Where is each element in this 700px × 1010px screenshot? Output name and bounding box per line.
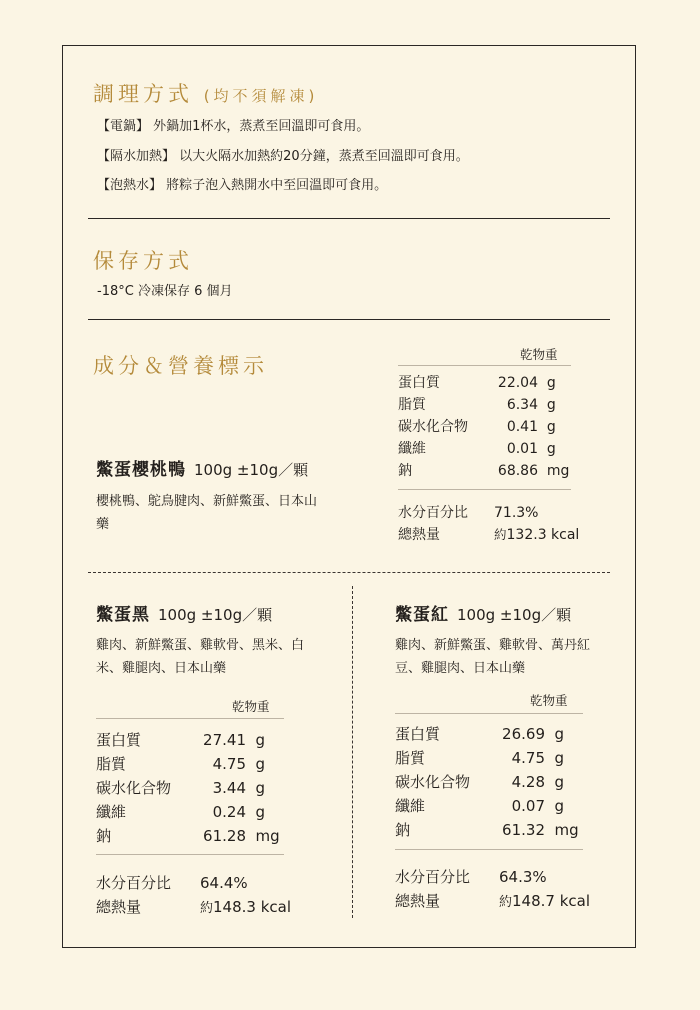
product-1-name: 鱉蛋櫻桃鴨 — [96, 460, 186, 480]
product-3-heading — [395, 600, 571, 625]
nutrient-row: 鈉 61.28 mg — [96, 827, 280, 845]
product-2-table — [96, 728, 280, 848]
nutrient-row: 脂質 4.75 g — [96, 755, 266, 773]
thin-rule — [398, 489, 571, 490]
product-1-spec: 100g ±10g／顆 — [194, 461, 309, 479]
nutrient-row: 纖維 0.24 g — [96, 803, 266, 821]
nutrient-row: 碳水化合物 4.28 g — [395, 773, 565, 791]
product-1-energy: 總熱量 約132.3 kcal — [398, 527, 580, 543]
product-1-heading — [96, 455, 308, 480]
cooking-line-3: 【泡熱水】 將粽子泡入熱開水中至回溫即可食用。 — [97, 178, 388, 193]
nutrient-row: 碳水化合物 0.41 g — [398, 419, 556, 435]
product-1-dry-weight: 乾物重 — [520, 347, 558, 362]
nutrient-row: 碳水化合物 3.44 g — [96, 779, 266, 797]
product-1-moisture: 水分百分比 71.3% — [398, 505, 539, 521]
nutrient-row: 纖維 0.07 g — [395, 797, 565, 815]
product-3-spec: 100g ±10g／顆 — [457, 606, 572, 624]
product-1-ingredients: 櫻桃鴨、鴕鳥腱肉、新鮮鱉蛋、日本山藥 — [96, 494, 318, 532]
nutrient-row: 纖維 0.01 g — [398, 441, 556, 457]
cooking-note: (均不須解凍) — [203, 87, 319, 105]
thin-rule — [398, 365, 571, 366]
thin-rule — [96, 718, 284, 719]
cooking-title: 調理方式 (均不須解凍) — [93, 82, 319, 106]
divider — [88, 319, 610, 320]
nutrient-row: 蛋白質 26.69 g — [395, 725, 565, 743]
storage-text: -18°C 冷凍保存 6 個月 — [97, 284, 233, 299]
divider — [88, 218, 610, 219]
product-2-moisture: 水分百分比 64.4% — [96, 874, 248, 892]
product-2-name: 鱉蛋黑 — [96, 605, 150, 625]
product-3-moisture: 水分百分比 64.3% — [395, 868, 547, 886]
nutrient-row: 脂質 6.34 g — [398, 397, 556, 413]
nutrition-title: 成分＆營養標示 — [93, 354, 268, 378]
cooking-line-2: 【隔水加熱】 以大火隔水加熱約20分鐘，蒸煮至回溫即可食用。 — [97, 149, 469, 164]
product-2-dry-weight: 乾物重 — [232, 699, 270, 714]
nutrient-row: 脂質 4.75 g — [395, 749, 565, 767]
product-2-energy: 總熱量 約148.3 kcal — [96, 898, 292, 916]
storage-title: 保存方式 — [93, 249, 193, 273]
product-3-energy: 總熱量 約148.7 kcal — [395, 892, 591, 910]
dashed-column-divider — [352, 586, 353, 918]
product-3-name: 鱉蛋紅 — [395, 605, 449, 625]
product-3-ingredients: 雞肉、新鮮鱉蛋、雞軟骨、萬丹紅豆、雞腿肉、日本山藥 — [395, 638, 591, 676]
nutrient-row: 蛋白質 27.41 g — [96, 731, 266, 749]
thin-rule — [395, 713, 583, 714]
nutrient-row: 蛋白質 22.04 g — [398, 375, 556, 391]
product-3-table — [395, 722, 579, 842]
dashed-divider — [88, 572, 610, 573]
product-3-dry-weight: 乾物重 — [530, 693, 568, 708]
thin-rule — [395, 849, 583, 850]
thin-rule — [96, 854, 284, 855]
cooking-line-1: 【電鍋】 外鍋加1杯水，蒸煮至回溫即可食用。 — [97, 119, 370, 134]
nutrient-row: 鈉 61.32 mg — [395, 821, 579, 839]
product-2-heading — [96, 600, 272, 625]
product-1-table — [398, 372, 588, 482]
product-2-ingredients: 雞肉、新鮮鱉蛋、雞軟骨、黑米、白米、雞腿肉、日本山藥 — [96, 638, 305, 676]
nutrient-row: 鈉 68.86 mg — [398, 463, 570, 479]
product-2-spec: 100g ±10g／顆 — [158, 606, 273, 624]
